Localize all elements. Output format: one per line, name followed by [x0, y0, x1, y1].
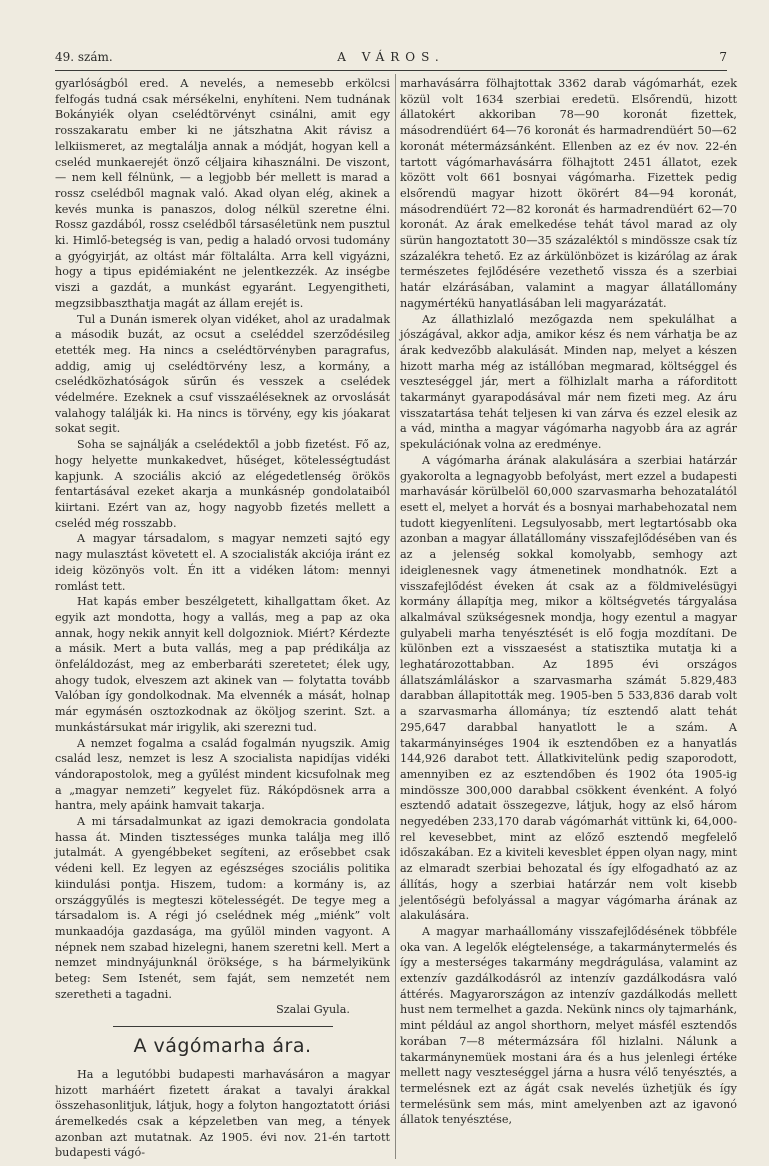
paragraph: Ha a legutóbbi budapesti marhavásáron a magyar hizott marháért fizetett árakat a tavalyi árakkal összehasonlitjuk, látjuk, hogy a folyton hangoztatott óriási áremelkedés csak a képzeletben van meg, a tények azonban azt mutatnak. Az 1905. évi nov. 21-én tartott budapesti vágó- [55, 1067, 390, 1160]
article-title: A vágómarha ára. [133, 1035, 312, 1058]
author-signature: Szalai Gyula. [276, 1003, 350, 1017]
paragraph: marhavásárra fölhajtottak 3362 darab vágómarhát, ezek közül volt 1634 szerbiai eredetü. Elsőrendü, hizott állatokért akkoriban 78—90 koronát fizettek, másodrendüért 64—76 koronát és harmadrendüért 50—62 koronát métermázsánként. Ellenben az ez év nov. 22-én tartott vágómarhavásárra fölhajtott 2451 állatot, ezek között volt 661 bosnyai vágómarha. Fizettek pedig elsőrendü magyar hizott ökörért 84—94 koronát, másodrendüért 72—82 koronát és harmadrendüért 62—70 koronát. Az árak emelkedése tehát távol marad az oly sürün hangoztatott 30—35 százaléktól s mindössze csak tíz százalékra tehető. Ez az árkülönbözet is kizárólag az árak természetes fejlődésére vezethető vissza és a szerbiai határ elzárásában, valamint a magyar állatállomány nagymértékü hanyatlásában leli magyarázatát. [400, 77, 737, 310]
paragraph: A magyar társadalom, s magyar nemzeti sajtó egy nagy mulasztást követett el. A szocialisták akciója iránt ez ideig közönyös volt. Én itt a vidéken látom: mennyi romlást tett. [55, 532, 390, 593]
page-number: 7 [719, 50, 727, 64]
paragraph: Tul a Dunán ismerek olyan vidéket, ahol az uradalmak a második buzát, az ocsut a cseléddel szerződésileg etették meg. Ha nincs a cselédtörvényben paragrafus, addig, amig uj cselédtörvény lesz, a kormány, a cselédközhatóságok sűrűn és vesszek a cselédek védelmére. Ezeknek a csuf visszaéléseknek az orvoslását valahogy találják ki. Ha nincs is törvény, egy kis jóakarat sokat segit. [55, 312, 390, 436]
paragraph: Hat kapás ember beszélgetett, kihallgattam őket. Az egyik azt mondotta, hogy a vallás, meg a pap az oka annak, hogy nekik annyit kell dolgozniok. Miért? Kérdezte a másik. Mert a buta vallás, meg a pap prédikálja az önfeláldozást, meg az emberbaráti szeretetet; élek ugy, ahogy tudok, elveszem azt akinek van — folytatta tovább Valóban így gondolkodnak. Ma elvennék a mását, holnap már egymásén osztozkodnak az ököljog szerint. Szt. a munkástársukat már irigylik, aki szerezni tud. [55, 595, 390, 734]
paragraph: Az állathizlaló mezőgazda nem spekulálhat a jószágával, akkor adja, amikor kész és nem várhatja be az árak kedvezőbb alakulását. Minden nap, melyet a készen hizott marha még az istállóban megmarad, költséggel és veszteséggel jár, mert a fölhizlalt marha a ráforditott takarmányt gyarapodásával már nem fizeti meg. Az áru visszatartása tehát teljesen ki van zárva és ezzel elesik az a vád, mintha a magyar vágómarha nagyobb ára az agrár spekulációnak volna az eredménye. [400, 312, 737, 452]
header-rule [55, 70, 727, 71]
paragraph: A mi társadalmunkat az igazi demokracia gondolata hassa át. Minden tisztességes munka találja meg illő jutalmát. A gyengébbeket segíteni, az erősebbet csak védeni kell. Ez legyen az egészséges szociális politika kiindulási pontja. Hiszem, tudom: a kormány is, az országgyűlés is megteszi kötelességét. De tegye meg a társadalom is. A régi jó cselédnek még „miénk” volt munkaadója gazdasága, ma gyűlöl minden vagyont. A népnek nem szabad hizelegni, hanem szeretni kell. Mert a nemzet mindnyájunknál öröksége, s ha bármelyikünk beteg: Sem Istenét, sem faját, sem nemzetét nem szeretheti a tagadni. [55, 815, 390, 1001]
left-column [55, 76, 390, 1161]
paragraph: A nemzet fogalma a család fogalmán nyugszik. Amig család lesz, nemzet is lesz A szocialista napidíjas vidéki vándorapostolok, meg a gyűlést mindent kicsufolnak meg a „magyar nemzeti” kegyelet füz. Rákópdösnek arra a hantra, mely apáink hamvait takarja. [55, 736, 390, 813]
paragraph: Soha se sajnálják a cselédektől a jobb fizetést. Fő az, hogy helyette munkakedvet, hűséget, kötelességtudást kapjunk. A szociális akció az elégedetlenség örökös fentartásával ezeket akarja a munkásnép gondolataiból kiirtani. Ezért van az, hogy nagyobb fizetés mellett a cseléd még rosszabb. [55, 438, 390, 530]
journal-title: A VÁROS. [337, 50, 445, 64]
page-header [55, 50, 727, 70]
paragraph: gyarlóságból ered. A nevelés, a nemesebb erkölcsi felfogás tudná csak mérsékelni, enyhíteni. Nem tudnának Bokányiék olyan cselédtörvényt csinálni, amit egy rosszakaratu ember ki ne játszhatna Akit rávisz a lelkiismeret, az megtalálja annak a módját, hogyan kell a cseléd munkaerejét önző céljaira kihasználni. De viszont, — nem kell félnünk, — a legjobb bér mellett is marad a rossz cselédből magnak való. Akad olyan elég, akinek a kevés munka is panaszos, dolog nélkül szeretne élni. Rossz gazdából, rossz cselédből társaséletünk nem pusztul ki. Himlő-betegség is van, pedig a haladó orvosi tudomány a gyógyirját, az oltást már föltalálta. Arra kell vigyázni, hogy a tipus epidémiaként ne jelentkezzék. Az inségbe viszi a gazdát, a munkást egyaránt. Legyengitheti, megzsibbaszthatja magát az állam erejét is. [55, 77, 390, 310]
paragraph: A vágómarha árának alakulására a szerbiai határzár gyakorolta a legnagyobb befolyást, mert ezzel a budapesti marhavásár körülbelöl 60,000 szarvasmarha behozatalától esett el, melyet a horvát és a bosnyai marhabehozatal nem tudott kiegyenlíteni. Legsulyosabb, mert legtartósabb oka azonban a magyar állatállomány visszafejlődésében van és az a jelenség sokkal komolyabb, semhogy azt ideiglenesnek vagy átmenetinek mondhatnók. Ezt a visszafejlődést éveken át csak az a földmivelésügyi kormány állapítja meg, mikor a költségvetés tárgyalása alkalmával szükségesnek mondja, hogy ezentul a magyar gulyabeli marha tenyésztését is elő fogja mozdítani. De különben ezt a visszaesést a statisztika mutatja ki a leghatározottabban. Az 1895 évi országos állatszámláláskor a szarvasmarha számát 5.829,483 darabban állapitották meg. 1905-ben 5 533,836 darab volt a szarvasmarha állománya; tíz esztendő alatt tehát 295,647 darabbal hanyatlott le a szám. A takarmányinséges 1904 ik esztendőben ez a hanyatlás 144,926 darabot tett. Állatkivitelünk pedig szaporodott, amennyiben ez az esztendőben és 1902 óta 1905-ig mindössze 300,000 darabbal csökkent évenként. A folyó esztendő adatait összegezve, látjuk, hogy az első három negyedében 233,170 darab vágómarhát vittünk ki, 64,000-rel kevesebbet, mint az előző esztendő megfelelő időszakában. Ez a kiviteli kevesblet éppen olyan nagy, mint az elmaradt szerbiai behozatal és így elfogadható az az állítás, hogy a szerbiai határzár nem volt kisebb jelentőségü befolyással a magyar vágómarha árának az alakulására. [400, 453, 737, 923]
section-divider [113, 1026, 333, 1027]
paragraph: A magyar marhaállomány visszafejlődésének többféle oka van. A legelők elégtelensége, a takarmánytermelés és így a mesterséges takarmány megdrágulása, valamint az extenzív gazdálkodásról az intenzív gazdálkodásra való áttérés. Magyarországon az intenzív gazdálkodás mellett hust nem termelhet a gazda. Nekünk nincs oly tajmarhánk, mint például az angol shorthorn, melyet másfél esztendős korában 7—8 métermázsára fől hizlalni. Nálunk a takarmánynemüek mostani ára és a hus jelenlegi értéke mellett nagy veszteséggel járna a husra vélő tenyésztés, a termelésnek ezt az ágát csak nevelés üzhetjük és így termelésünk sem más, mint amelyenben azt az igavonó állatok tenyésztése, [400, 924, 737, 1127]
column-divider [395, 74, 396, 1159]
right-column [400, 76, 737, 1128]
issue-number: 49. szám. [55, 50, 113, 64]
